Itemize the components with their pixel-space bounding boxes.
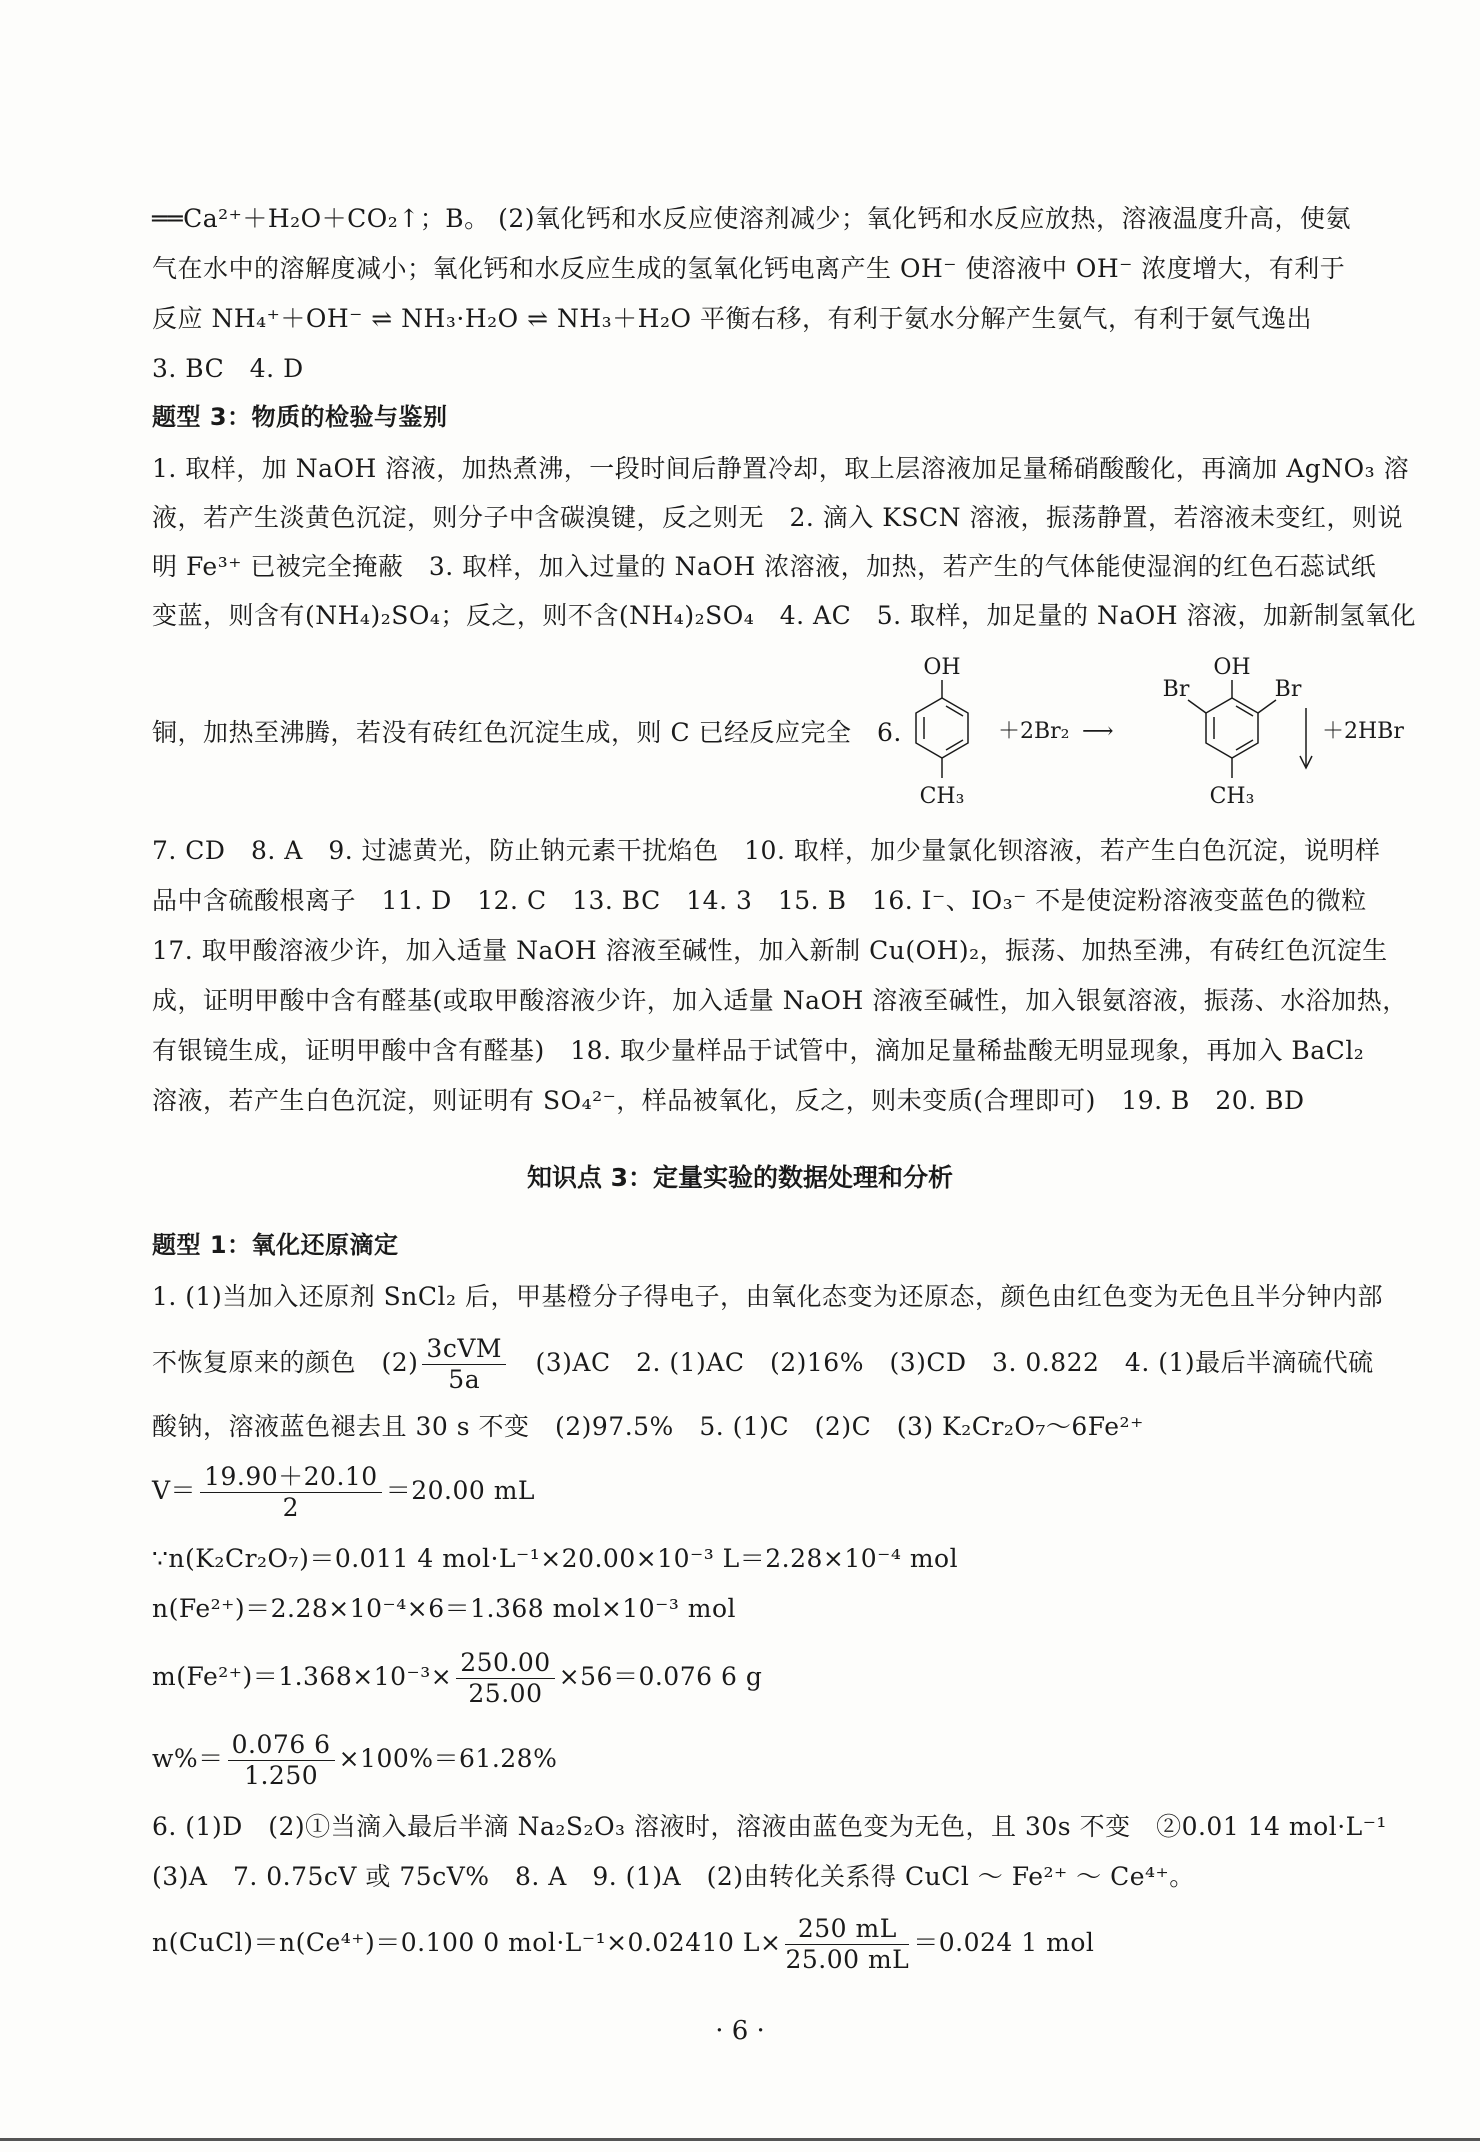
section-title: 知识点 3：定量实验的数据处理和分析 [526,1163,954,1192]
text-line: 17. 取甲酸溶液少许，加入适量 NaOH 溶液至碱性，加入新制 Cu(OH)₂，振荡、加热至沸，有砖红色沉淀生 [152,936,1388,965]
text-line: 1. 取样，加 NaOH 溶液，加热煮沸，一段时间后静置冷却，取上层溶液加足量稀硝酸酸化，再滴加 AgNO₃ 溶 [152,454,1410,483]
fraction-numerator: 0.076 6 [228,1730,335,1761]
text-line: ══Ca²⁺＋H₂O＋CO₂↑；B。 (2)氧化钙和水反应使溶剂减少；氧化钙和水反应放热，溶液温度升高，使氨 [152,204,1352,233]
text-line: 6. (1)D (2)①当滴入最后半滴 Na₂S₂O₃ 溶液时，溶液由蓝色变为无色，且 30s 不变 ②0.01 14 mol·L⁻¹ [152,1812,1387,1841]
text-line [152,1910,1422,1976]
fraction-denominator: 25.00 mL [785,1945,910,1974]
text-line: n(Fe²⁺)＝2.28×10⁻⁴×6＝1.368 mol×10⁻³ mol [152,1594,737,1623]
question-type-heading: 题型 3：物质的检验与鉴别 [152,403,448,431]
text-line: 铜，加热至沸腾，若没有砖红色沉淀生成，则 C 已经反应完全 6. [152,718,902,747]
fraction [422,1334,506,1395]
text-line: 成，证明甲酸中含有醛基(或取甲酸溶液少许，加入适量 NaOH 溶液至碱性，加入银氨溶液，振荡、水浴加热， [152,986,1408,1015]
text-segment: ＝0.024 1 mol [913,1928,1095,1957]
text-line: 溶液，若产生白色沉淀，则证明有 SO₄²⁻，样品被氧化，反之，则未变质(合理即可) 19. B 20. BD [152,1086,1305,1115]
text-line: 气在水中的溶解度减小；氧化钙和水反应生成的氢氧化钙电离产生 OH⁻ 使溶液中 OH⁻ 浓度增大，有利于 [152,254,1346,283]
text-segment: w%＝ [152,1744,224,1773]
text-segment: V＝ [152,1476,197,1505]
page-number: · 6 · [715,2016,765,2046]
text-line: 1. (1)当加入还原剂 SnCl₂ 后，甲基橙分子得电子，由氧化态变为还原态，颜色由红色变为无色且半分钟内部 [152,1282,1383,1311]
fraction-denominator: 1.250 [244,1761,319,1790]
text-line [152,1726,1422,1792]
fraction [785,1914,909,1975]
text-line: 品中含硫酸根离子 11. D 12. C 13. BC 14. 3 15. B 16. I⁻、IO₃⁻ 不是使淀粉溶液变蓝色的微粒 [152,886,1367,915]
text-line [152,1644,1422,1710]
text-line: (3)A 7. 0.75cV 或 75cV% 8. A 9. (1)A (2)由转化关系得 CuCl ～ Fe²⁺ ～ Ce⁴⁺。 [152,1862,1195,1891]
bromination-equation [870,648,1430,818]
reaction-arrow: ⟶ [1082,719,1114,744]
text-segment: 不恢复原来的颜色 (2) [152,1348,419,1377]
fraction-denominator: 5a [448,1365,481,1394]
text-segment: m(Fe²⁺)＝1.368×10⁻³× [152,1662,453,1691]
text-line [152,1330,1422,1396]
text-line: 变蓝，则含有(NH₄)₂SO₄；反之，则不含(NH₄)₂SO₄ 4. AC 5. 取样，加足量的 NaOH 溶液，加新制氢氧化 [152,601,1416,630]
fraction-denominator: 2 [282,1493,300,1522]
text-line: 有银镜生成，证明甲酸中含有醛基) 18. 取少量样品于试管中，滴加足量稀盐酸无明显现象，再加入 BaCl₂ [152,1036,1365,1065]
product-br-right: Br [1274,677,1302,702]
text-line: 液，若产生淡黄色沉淀，则分子中含碳溴键，反之则无 2. 滴入 KSCN 溶液，振荡静置，若溶液未变红，则说 [152,503,1404,532]
text-line: 明 Fe³⁺ 已被完全掩蔽 3. 取样，加入过量的 NaOH 浓溶液，加热，若产生的气体能使湿润的红色石蕊试纸 [152,552,1377,581]
text-segment: ×56＝0.076 6 g [558,1662,763,1691]
plus-br2: ＋2Br₂ [998,719,1070,744]
reactant-oh-label: OH [923,655,961,680]
text-segment: (3)AC 2. (1)AC (2)16% (3)CD 3. 0.822 4. (1)最后半滴硫代硫 [509,1348,1374,1377]
fraction-numerator: 19.90＋20.10 [200,1462,382,1493]
plus-hbr: ＋2HBr [1322,719,1404,744]
text-line: 反应 NH₄⁺＋OH⁻ ⇌ NH₃·H₂O ⇌ NH₃＋H₂O 平衡右移，有利于氨水分解产生氨气，有利于氨气逸出 [152,304,1312,333]
product-br-left: Br [1162,677,1190,702]
fraction-numerator: 250 mL [785,1914,909,1945]
reactant-ch3-label: CH₃ [919,784,965,809]
fraction [228,1730,335,1791]
fraction-denominator: 25.00 [468,1679,543,1708]
text-line [152,1458,1422,1524]
question-type-heading: 题型 1：氧化还原滴定 [152,1231,399,1259]
fraction [200,1462,382,1523]
text-line: ∵n(K₂Cr₂O₇)＝0.011 4 mol·L⁻¹×20.00×10⁻³ L＝2.28×10⁻⁴ mol [152,1544,959,1573]
bottom-rule [0,2138,1480,2141]
text-line: 酸钠，溶液蓝色褪去且 30 s 不变 (2)97.5% 5. (1)C (2)C (3) K₂Cr₂O₇～6Fe²⁺ [152,1412,1144,1441]
fraction-numerator: 3cVM [422,1334,506,1365]
text-segment: ×100%＝61.28% [338,1744,558,1773]
text-segment: n(CuCl)＝n(Ce⁴⁺)＝0.100 0 mol·L⁻¹×0.02410 L× [152,1928,782,1957]
product-ch3-label: CH₃ [1209,784,1255,809]
fraction [456,1648,554,1709]
text-segment: ＝20.00 mL [385,1476,536,1505]
text-line: 7. CD 8. A 9. 过滤黄光，防止钠元素干扰焰色 10. 取样，加少量氯化钡溶液，若产生白色沉淀，说明样 [152,836,1381,865]
product-oh-label: OH [1213,655,1251,680]
fraction-numerator: 250.00 [456,1648,554,1679]
text-line: 3. BC 4. D [152,354,304,383]
